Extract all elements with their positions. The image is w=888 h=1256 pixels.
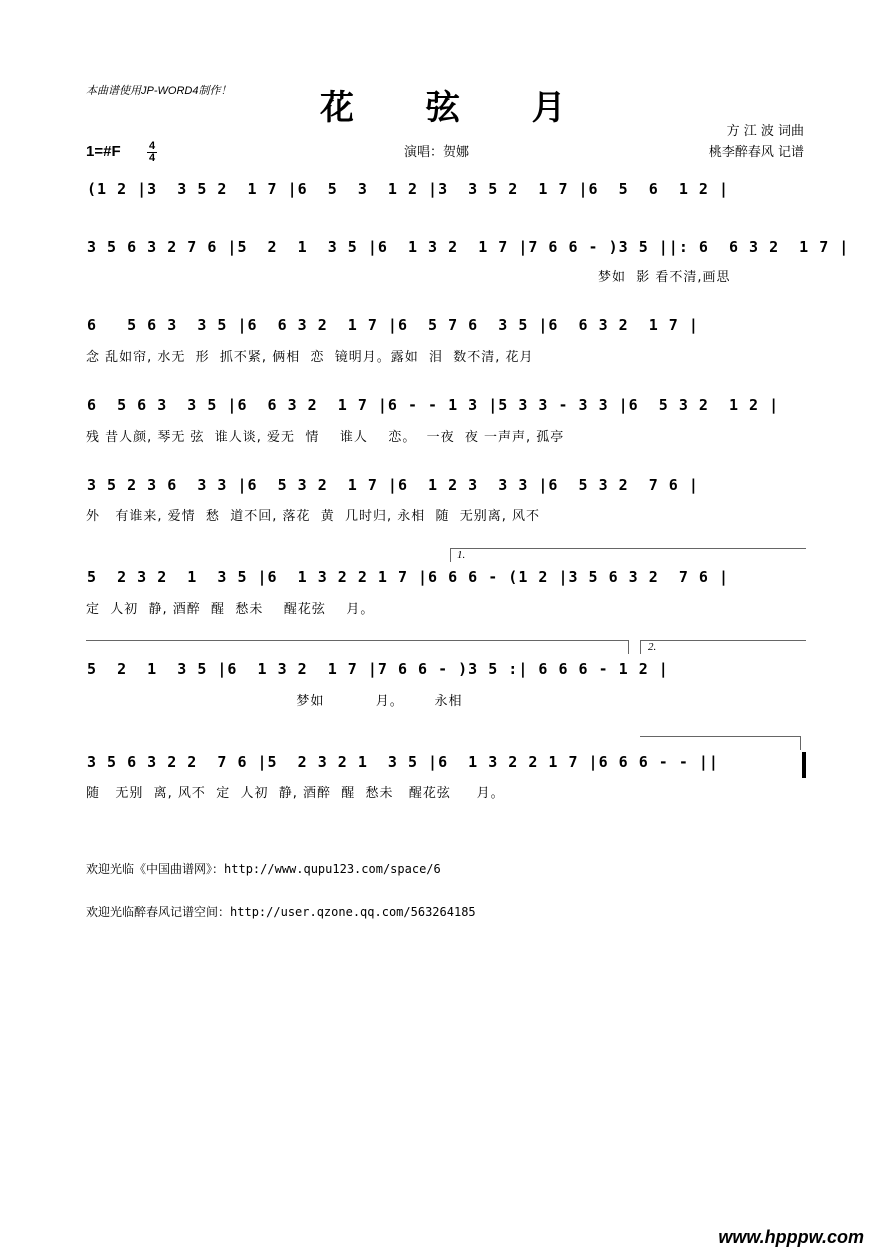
- final-volta-tick: [800, 736, 801, 750]
- volta-2-tick: [640, 640, 641, 654]
- footer-url-1[interactable]: http://www.qupu123.com/space/6: [224, 862, 441, 876]
- lyric-line-6: 定 人初 静, 酒醉 醒 愁未 醒花弦 月。: [86, 602, 375, 617]
- footer-label-1: 欢迎光临《中国曲谱网》：: [86, 862, 225, 876]
- lyric-line-8: 随 无别 离, 风不 定 人初 静, 酒醉 醒 愁未 醒花弦 月。: [86, 786, 505, 801]
- lyric-line-2: 梦如 影 看不清,画思: [598, 270, 731, 285]
- volta-1-continuation: [86, 640, 628, 641]
- lyric-line-3: 念 乱如帘, 水无 形 抓不紧, 俩相 恋 镜明月。露如 泪 数不清, 花月: [86, 350, 534, 365]
- composer-credit: 方 江 波 词曲: [726, 124, 804, 139]
- time-signature: [146, 141, 158, 164]
- notation-line-4: 6 5 6 3 3 5 |6 6 3 2 1 7 |6 - - 1 3 |5 3 3 - 3 3 |6 5 3 2 1 2 |: [87, 396, 780, 414]
- lyric-line-7: 梦如 月。 永相: [86, 694, 463, 709]
- volta-1-line: [450, 548, 806, 549]
- time-sig-top: 4: [148, 140, 156, 152]
- singer: 演唱：贺娜: [404, 145, 470, 160]
- footer-line-1: [86, 860, 441, 877]
- lyric-line-4: 残 昔人颜, 琴无 弦 谁人谈, 爱无 情 谁人 恋。 一夜 夜 一声声, 孤亭: [86, 430, 565, 445]
- notation-line-3: 6 5 6 3 3 5 |6 6 3 2 1 7 |6 5 7 6 3 5 |6 6 3 2 1 7 |: [87, 316, 699, 334]
- final-volta-line: [640, 736, 800, 737]
- notation-line-6: 5 2 3 2 1 3 5 |6 1 3 2 2 1 7 |6 6 6 - (1 2 |3 5 6 3 2 7 6 |: [87, 568, 729, 586]
- credits: [709, 121, 804, 163]
- footer-line-2: [86, 903, 476, 920]
- volta-1-tick: [450, 548, 451, 562]
- volta-1-end-tick: [628, 640, 629, 654]
- volta-2-line: [640, 640, 806, 641]
- time-sig-bottom: 4: [148, 152, 156, 164]
- key-signature: 1=#F: [86, 143, 121, 160]
- notation-line-5: 3 5 2 3 6 3 3 |6 5 3 2 1 7 |6 1 2 3 3 3 |6 5 3 2 7 6 |: [87, 476, 699, 494]
- notation-line-7: 5 2 1 3 5 |6 1 3 2 1 7 |7 6 6 - )3 5 :| 6 6 6 - 1 2 |: [87, 660, 669, 678]
- footer-label-2: 欢迎光临醉春风记谱空间：: [86, 905, 231, 919]
- lyric-line-5: 外 有谁来, 爱情 愁 道不回, 落花 黄 几时归, 永相 随 无别离, 风不: [86, 509, 541, 524]
- volta-1-label: 1.: [457, 549, 466, 561]
- footer-url-2[interactable]: http://user.qzone.qq.com/563264185: [230, 905, 476, 919]
- watermark: www.hpppw.com: [718, 1227, 864, 1247]
- final-barline: [802, 752, 806, 778]
- notation-line-8: 3 5 6 3 2 2 7 6 |5 2 3 2 1 3 5 |6 1 3 2 2 1 7 |6 6 6 - - ||: [87, 753, 719, 771]
- notation-line-1: (1 2 |3 3 5 2 1 7 |6 5 3 1 2 |3 3 5 2 1 7 |6 5 6 1 2 |: [87, 180, 729, 198]
- notation-line-2: 3 5 6 3 2 7 6 |5 2 1 3 5 |6 1 3 2 1 7 |7 6 6 - )3 5 ||: 6 6 3 2 1 7 |: [87, 238, 850, 256]
- song-title: 花 弦 月: [320, 88, 596, 128]
- volta-2-label: 2.: [648, 641, 657, 653]
- tool-note: 本曲谱使用JP-WORD4制作！: [86, 85, 232, 97]
- transcriber-credit: 桃李醉春风 记谱: [708, 145, 804, 160]
